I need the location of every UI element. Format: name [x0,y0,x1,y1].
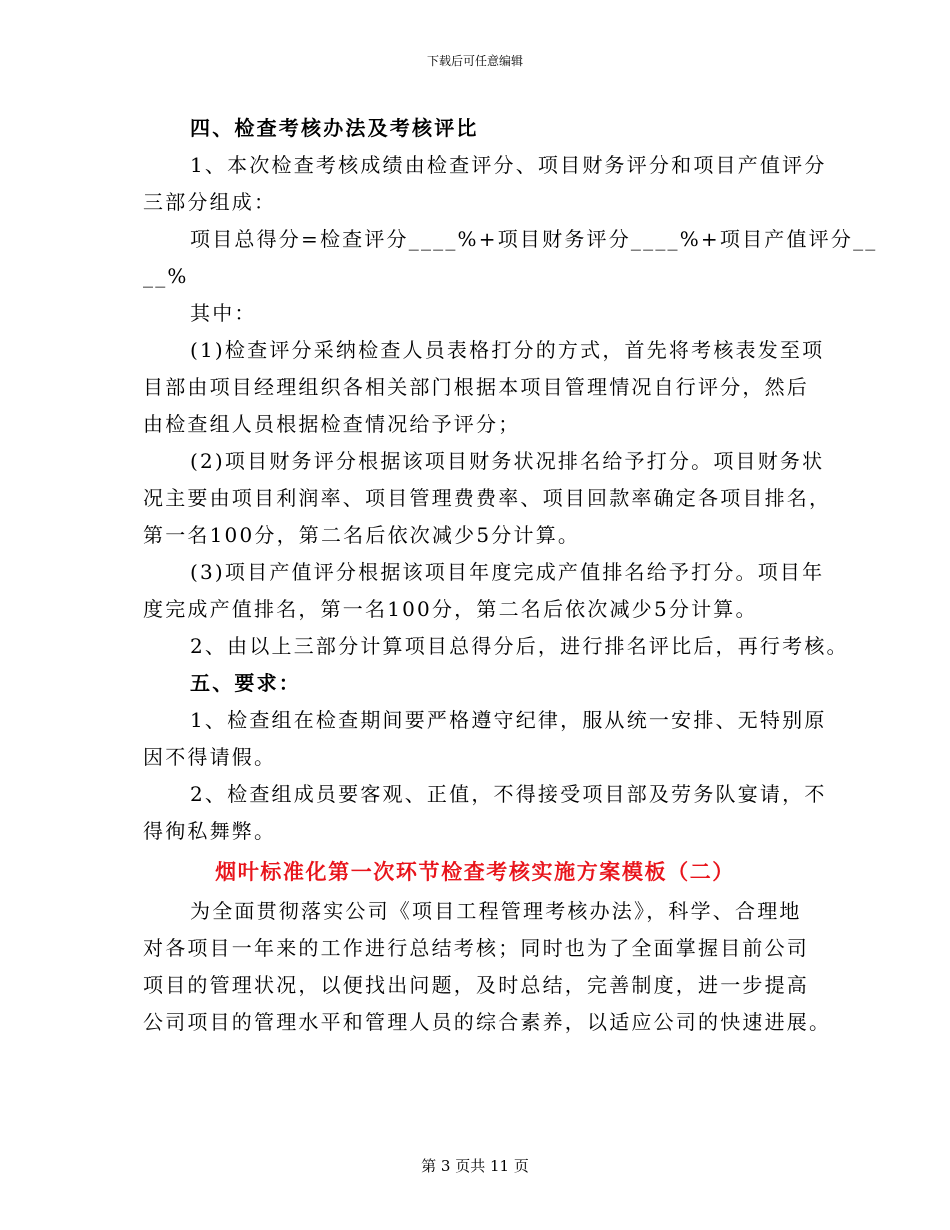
paragraph-1-line-1: (1)检查评分采纳检查人员表格打分的方式，首先将考核表发至项 [190,338,825,362]
page-footer: 第 3 页共 11 页 [421,1157,529,1175]
document-title-2: 烟叶标准化第一次环节检查考核实施方案模板（二） [215,859,735,884]
among-label: 其中： [190,301,257,325]
requirement-1-line-1: 1、检查组在检查期间要严格遵守纪律，服从统一安排、无特别原 [190,708,827,732]
section-4-heading: 四、检查考核办法及考核评比 [190,116,479,140]
requirement-1-line-2: 因不得请假。 [143,745,277,769]
section-5-heading: 五、要求： [190,671,301,695]
section-4-item-1-line-2: 三部分组成： [143,190,277,214]
formula-line-1: 项目总得分=检查评分____%+项目财务评分____%+项目产值评分__ [190,227,878,251]
paragraph-2-line-3: 第一名100分，第二名后依次减少5分计算。 [143,523,581,547]
paragraph-2-line-2: 况主要由项目利润率、项目管理费费率、项目回款率确定各项目排名， [143,486,832,510]
paragraph-2-line-1: (2)项目财务评分根据该项目财务状况排名给予打分。项目财务状 [190,449,825,473]
intro-line-1: 为全面贯彻落实公司《项目工程管理考核办法》，科学、合理地 [190,899,802,923]
section-4-item-2: 2、由以上三部分计算项目总得分后，进行排名评比后，再行考核。 [190,634,849,658]
intro-line-3: 项目的管理状况，以便找出问题，及时总结，完善制度，进一步提高 [143,973,809,997]
requirement-2-line-2: 得徇私舞弊。 [143,819,277,843]
requirement-2-line-1: 2、检查组成员要客观、正值，不得接受项目部及劳务队宴请，不 [190,782,827,806]
paragraph-3-line-2: 度完成产值排名，第一名100分，第二名后依次减少5分计算。 [143,597,758,621]
paragraph-3-line-1: (3)项目产值评分根据该项目年度完成产值排名给予打分。项目年 [190,560,825,584]
intro-line-4: 公司项目的管理水平和管理人员的综合素养，以适应公司的快速进展。 [143,1010,832,1034]
intro-line-2: 对各项目一年来的工作进行总结考核；同时也为了全面掌握目前公司 [143,936,809,960]
paragraph-1-line-2: 目部由项目经理组织各相关部门根据本项目管理情况自行评分，然后 [143,375,809,399]
section-4-item-1-line-1: 1、本次检查考核成绩由检查评分、项目财务评分和项目产值评分 [190,153,827,177]
page-header: 下载后可任意编辑 [426,54,523,68]
formula-line-2: __% [143,264,189,288]
paragraph-1-line-3: 由检查组人员根据检查情况给予评分； [143,412,521,436]
